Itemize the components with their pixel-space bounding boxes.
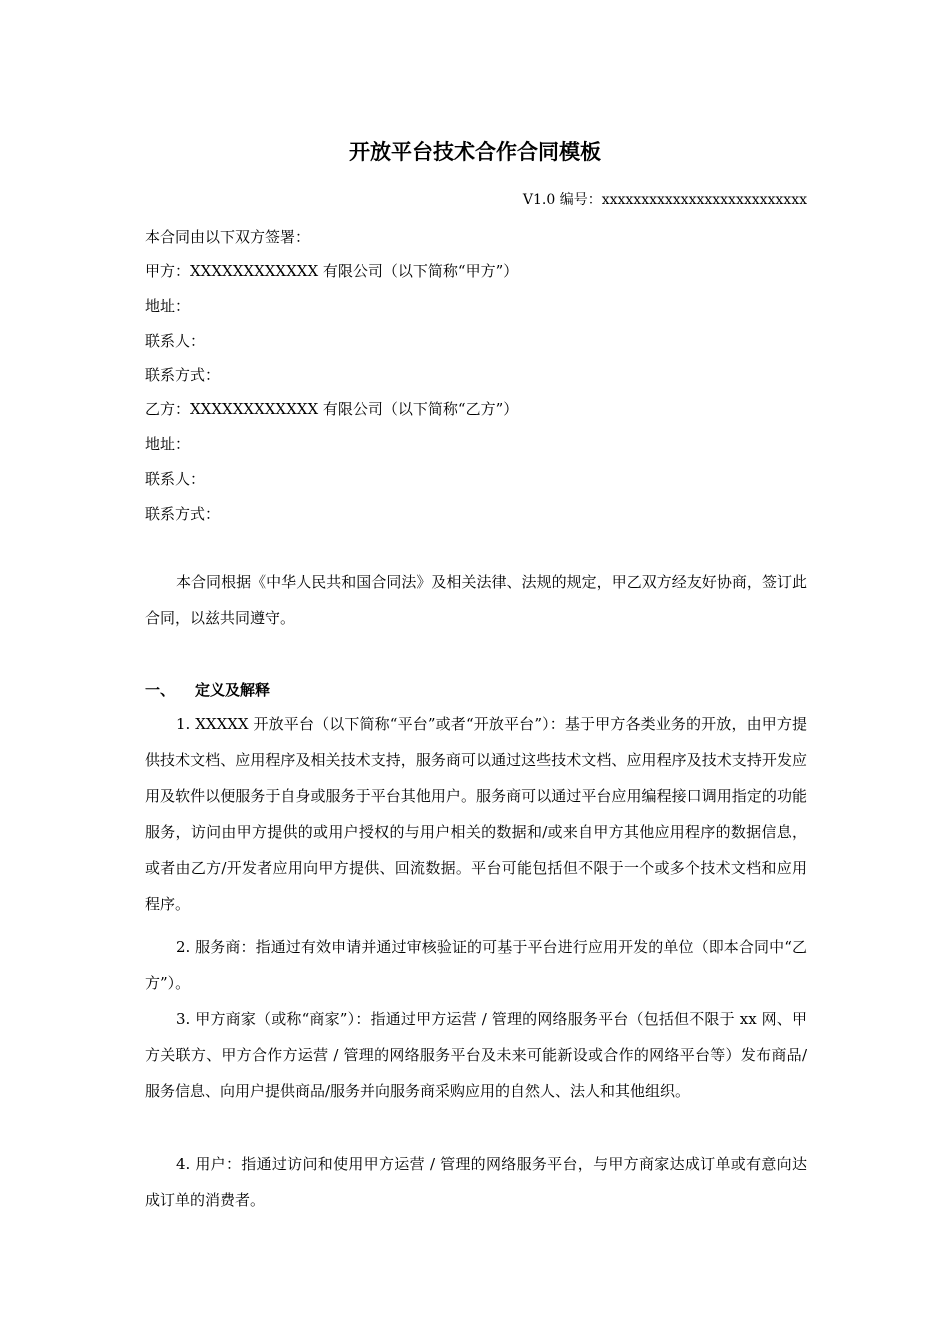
section-heading-definitions [145, 679, 270, 701]
party-b-name: 乙方：XXXXXXXXXXXX 有限公司（以下简称“乙方”） [145, 400, 519, 418]
preamble-paragraph: 本合同根据《中华人民共和国合同法》及相关法律、法规的规定，甲乙双方经友好协商，签订此合同，以兹共同遵守。 [145, 573, 807, 627]
version-number-line: V1.0 编号：xxxxxxxxxxxxxxxxxxxxxxxxxx [522, 192, 807, 208]
party-b-address: 地址： [145, 435, 191, 453]
party-a-name: 甲方：XXXXXXXXXXXX 有限公司（以下简称“甲方”） [145, 262, 519, 280]
section-number: 一、 [145, 681, 176, 699]
definition-item-service-provider: 2. 服务商：指通过有效申请并通过审核验证的可基于平台进行应用开发的单位（即本合同中“乙方”）。 [145, 938, 807, 992]
definition-item-platform: 1. XXXXX 开放平台（以下简称“平台”或者“开放平台”）：基于甲方各类业务的开放，由甲方提供技术文档、应用程序及相关技术支持，服务商可以通过这些技术文档、应用程序及技术支持开发应用及软件以便服务于自身或服务于平台其他用户。服务商可以通过平台应用编程接口调用指定的功能服务，访问由甲方提供的或用户授权的与用户相关的数据和/或来自甲方其他应用程序的数据信息，或者由乙方/开发者应用向甲方提供、回流数据。平台可能包括但不限于一个或多个技术文档和应用程序。 [145, 715, 807, 913]
definition-item-user: 4. 用户：指通过访问和使用甲方运营 / 管理的网络服务平台，与甲方商家达成订单或有意向达成订单的消费者。 [145, 1155, 807, 1209]
party-b-contact-method: 联系方式： [145, 505, 221, 523]
party-a-contact-method: 联系方式： [145, 366, 221, 384]
definition-item-merchant: 3. 甲方商家（或称“商家”）：指通过甲方运营 / 管理的网络服务平台（包括但不限于 xx 网、甲方关联方、甲方合作方运营 / 管理的网络服务平台及未来可能新设或合作的网络平台等）发布商品/服务信息、向用户提供商品/服务并向服务商采购应用的自然人、法人和其他组织。 [145, 1010, 807, 1100]
section-title: 定义及解释 [195, 681, 271, 699]
party-a-contact: 联系人： [145, 332, 206, 350]
party-b-contact: 联系人： [145, 470, 206, 488]
party-a-address: 地址： [145, 297, 191, 315]
intro-line: 本合同由以下双方签署： [145, 228, 311, 246]
document-title: 开放平台技术合作合同模板 [349, 140, 601, 164]
